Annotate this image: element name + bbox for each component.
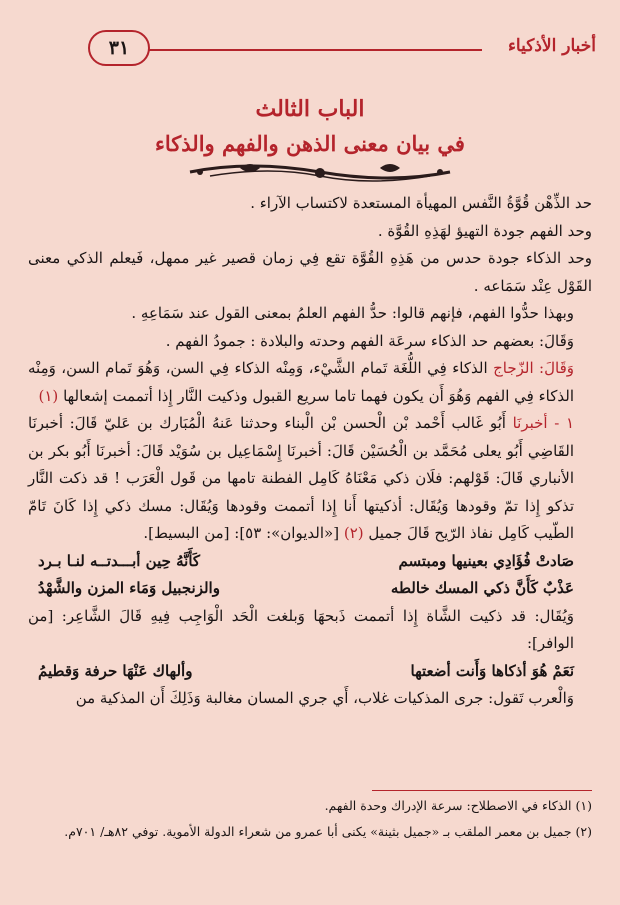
- verse-hemistich: كَأَنَّهُ حِين أبـــدتــه لنـا بـرد: [38, 551, 201, 570]
- paragraph-mind-definition: حد الذِّهْن قُوَّةُ النَّفس المهيأة المستعدة لاكتساب الآراء .: [250, 194, 592, 212]
- verse-hemistich: نَعَمْ هُوَ أذكاها وَأَنت أضعتها: [410, 661, 574, 680]
- paragraph-slaughter: وَيُقَال: قد ذكيت الشَّاة إِذا أتممت ذَبحهَا وَبلغت الْحَد الْوَاجِب فِيهِ قَالَ الشَّاعِر: [من الوافر]:: [28, 606, 574, 652]
- footnote-ref-1: (١): [38, 386, 59, 405]
- verse-hemistich: صَادتْ فُؤَادِي بعينيها ومبتسم: [398, 551, 574, 570]
- ornament-divider-icon: [180, 158, 460, 188]
- footnotes: [28, 790, 592, 845]
- verse-line: [28, 548, 592, 576]
- zajjaj-label: وَقَالَ: الزّجاج: [493, 359, 574, 377]
- chapter-title: في بيان معنى الذهن والفهم والذكاء: [155, 131, 465, 156]
- paragraph-zajjaj: [28, 355, 592, 410]
- report-1-label: ١ - أخبرنَا: [512, 414, 574, 432]
- footnote-1: (١) الذكاء في الاصطلاح: سرعة الإدراك وحدة الفهم.: [324, 798, 592, 813]
- chapter-label: الباب الثالث: [255, 96, 365, 122]
- footnote-2: (٢) جميل بن معمر الملقب بـ «جميل بثينة» يكنى أبا عمرو من شعراء الدولة الأموية. توفي ٨٢هـ/ ٧٠١م.: [64, 824, 592, 839]
- footnote-rule: [372, 790, 592, 791]
- page-header: [70, 30, 600, 70]
- running-title: أخبار الأذكياء: [507, 36, 596, 56]
- report-1-source: [«الديوان»: ٥٣]: [من البسيط].: [143, 524, 340, 542]
- paragraph-understanding-definition: وحد الفهم جودة التهيؤ لهَذِهِ القُوَّة .: [377, 221, 592, 240]
- verse-hemistich: والزنجبيل وَمَاء المزن والشَّهْدُ: [38, 579, 220, 597]
- footnote-ref-2: (٢): [343, 524, 364, 542]
- header-rule: [130, 49, 482, 51]
- report-1-text: أَبُو غَالب أَحْمد بْن الْحسن بْن الْبناء وحدثنا عَنهُ الْمُبَارك بن عَليّ قَالَ: أخبرنَا القَاضِي أَبُو يعلى مُحَمَّد بن الْحُسَيْن قَالَ: أخبرنَا إِسْمَاعِيل بن سُوَيْد قَالَ: أخبرنَا أَبُو بكر بن الأنباري قَالَ: قَوْلهم: فلَان ذكي مَعْنَاهُ كَامِل الفطنة تامها من قَول الْعَرَب ! قد ذكت النَّار تذكو إِذا تمّ وقودها وَيُقَال: أذكيتها أَنا إِذا أتممت وقودها وَيُقَال: مسك ذكي إِذا كَانَ تَامّ الطّيب كَامِل نفاذ الرّيح قَالَ جميل: [28, 414, 574, 542]
- paragraph-report-1: [28, 410, 592, 548]
- verse-hemistich: عَذْبٌ كَأَنَّ ذكي المسك خالطه: [390, 579, 574, 597]
- verse-line: [28, 658, 592, 686]
- paragraph-arabs-say: وَالْعرب تَقول: جرى المذكيات غلاب، أَي جري المسان مغالبة وَذَلِكَ أَن المذكية من: [75, 689, 574, 707]
- verse-line: [28, 575, 592, 603]
- paragraph-intelligence-definition: وحد الذكاء جودة حدس من هَذِهِ القُوَّة تقع فِي زمان قصير غير ممهل، فَيعلم الذكي معنى القَوْل عِنْد سَمَاعه .: [28, 249, 592, 295]
- paragraph-some-said: وَقَالَ: بعضهم حد الذكاء سرعَة الفهم وحدته والبلادة : جمودُ الفهم .: [165, 331, 574, 350]
- zajjaj-text: الذكاء فِي اللُّغَة تَمام الشَّيْء، وَمِنْه الذكاء فِي السن، وَهُوَ تَمام السن، وَمِنْه الذكاء فِي الفهم وَهُوَ أَن يكون فهما تاما سريع القبول وذكيت النَّار إِذا أتممت إشعالها: [28, 359, 574, 405]
- paragraph-understanding-limit: وبهذا حدُّوا الفهم، فإنهم قالوا: حدُّ الفهم العلمُ بمعنى القول عند سَمَاعِهِ .: [131, 304, 574, 322]
- body-text: [28, 190, 592, 713]
- verse-hemistich: وألهاك عَنْهَا حرفة وَقطيمُ: [38, 661, 193, 680]
- page-number: ٣١: [88, 30, 150, 66]
